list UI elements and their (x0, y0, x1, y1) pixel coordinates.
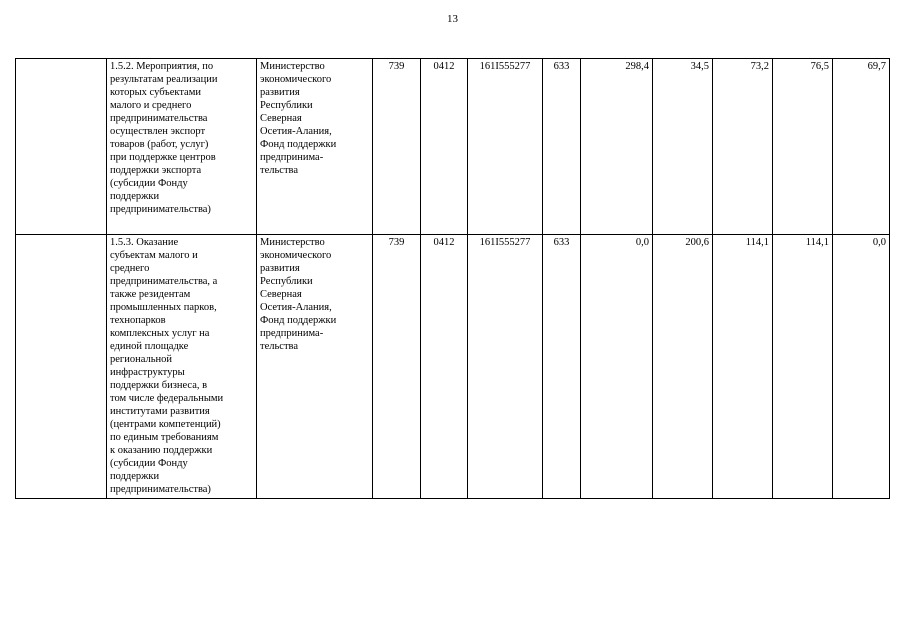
csr-code: 161I555277 (468, 59, 543, 235)
executor: Министерство экономического развития Республики Северная Осетия-Алания, Фонд поддержки предпринима- тельства (257, 59, 373, 235)
empty-cell (16, 59, 107, 235)
measure-name: 1.5.2. Мероприятия, по результатам реализации которых субъектами малого и среднего предпринимательства осуществлен экспорт товаров (работ, услуг) при поддержке центров поддержки экспорта (субсидии Фонду поддержки предпринимательства) (107, 59, 257, 235)
rzpr-code: 0412 (421, 59, 468, 235)
value-1: 298,4 (581, 59, 653, 235)
budget-table (15, 58, 890, 499)
measure-name: 1.5.3. Оказание субъектам малого и среднего предпринимательства, а также резидентам промышленных парков, технопарков комплексных услуг на единой площадке региональной инфраструктуры поддержки бизнеса, в том числе федеральными институтами развития (центрами компетенций) по единым требованиям к оказанию поддержки (субсидии Фонду поддержки предпринимательства) (107, 235, 257, 499)
vr-code: 633 (543, 59, 581, 235)
grbs-code: 739 (373, 235, 421, 499)
table-row (16, 235, 890, 499)
value-4: 114,1 (773, 235, 833, 499)
value-4: 76,5 (773, 59, 833, 235)
empty-cell (16, 235, 107, 499)
page-number: 13 (447, 13, 458, 25)
value-1: 0,0 (581, 235, 653, 499)
value-5: 69,7 (833, 59, 890, 235)
csr-code: 161I555277 (468, 235, 543, 499)
value-2: 34,5 (653, 59, 713, 235)
table-row (16, 59, 890, 235)
vr-code: 633 (543, 235, 581, 499)
value-2: 200,6 (653, 235, 713, 499)
value-3: 73,2 (713, 59, 773, 235)
executor: Министерство экономического развития Республики Северная Осетия-Алания, Фонд поддержки предпринима- тельства (257, 235, 373, 499)
value-3: 114,1 (713, 235, 773, 499)
value-5: 0,0 (833, 235, 890, 499)
rzpr-code: 0412 (421, 235, 468, 499)
grbs-code: 739 (373, 59, 421, 235)
